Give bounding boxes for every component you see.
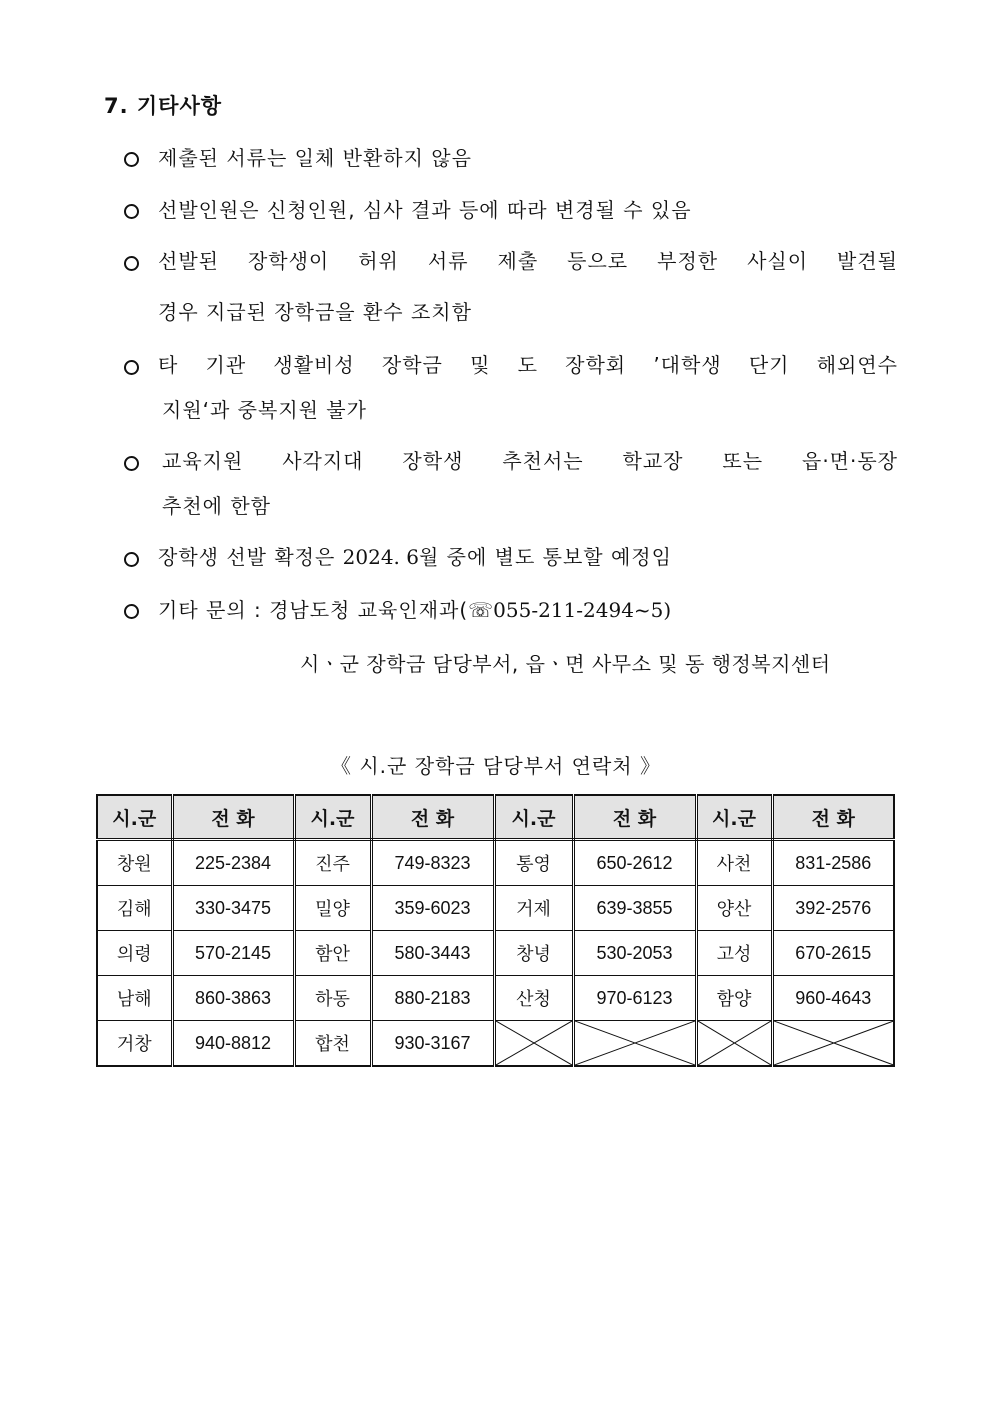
section-heading: 7. 기타사항: [104, 94, 223, 118]
circle-bullet-icon: [124, 604, 139, 619]
phone-cell: 330-3475: [172, 886, 294, 931]
city-cell: 하동: [294, 976, 371, 1021]
header-phone: 전 화: [371, 795, 494, 840]
phone-cell: 749-8323: [371, 840, 494, 886]
circle-bullet-icon: [124, 360, 139, 375]
header-phone: 전 화: [172, 795, 294, 840]
header-city: 시.군: [97, 795, 172, 840]
city-cell: 양산: [696, 886, 772, 931]
phone-cell: 831-2586: [772, 840, 894, 886]
phone-cell: 960-4643: [772, 976, 894, 1021]
phone-cell: 940-8812: [172, 1021, 294, 1067]
city-cell: 김해: [97, 886, 172, 931]
table-row: [97, 840, 894, 886]
empty-cell: [772, 1021, 894, 1067]
item-text-part: 월 중에 별도 통보할 예정임: [418, 545, 672, 569]
phone-cell: 530-2053: [573, 931, 696, 976]
phone-cell: 880-2183: [371, 976, 494, 1021]
city-cell: 창원: [97, 840, 172, 886]
circle-bullet-icon: [124, 456, 139, 471]
cross-out-icon: [575, 1021, 695, 1065]
city-cell: 산청: [494, 976, 573, 1021]
header-city: 시.군: [494, 795, 573, 840]
phone-cell: 639-3855: [573, 886, 696, 931]
item-text: [158, 598, 671, 622]
table-row: [97, 1021, 894, 1067]
contact-additional-text: 시ㆍ군 장학금 담당부서, 읍ㆍ면 사무소 및 동 행정복지센터: [300, 652, 831, 676]
table-header-row: [97, 795, 894, 840]
header-city: 시.군: [696, 795, 772, 840]
city-cell: 창녕: [494, 931, 573, 976]
header-city: 시.군: [294, 795, 371, 840]
item-text-continued: 경우 지급된 장학금을 환수 조치함: [158, 300, 472, 324]
empty-cell: [494, 1021, 573, 1067]
phone-cell: 650-2612: [573, 840, 696, 886]
table-row: [97, 886, 894, 931]
city-cell: 함양: [696, 976, 772, 1021]
item-text: 교육지원 사각지대 장학생 추천서는 학교장 또는 읍·면·동장: [162, 449, 898, 473]
phone-cell: 970-6123: [573, 976, 696, 1021]
circle-bullet-icon: [124, 204, 139, 219]
city-cell: 거제: [494, 886, 573, 931]
city-cell: 합천: [294, 1021, 371, 1067]
cross-out-icon: [774, 1021, 894, 1065]
date-value: 2024. 6: [342, 545, 419, 569]
item-text: [158, 545, 672, 569]
city-cell: 의령: [97, 931, 172, 976]
table-title: 《 시.군 장학금 담당부서 연락처 》: [331, 754, 661, 778]
circle-bullet-icon: [124, 152, 139, 167]
phone-cell: 225-2384: [172, 840, 294, 886]
header-phone: 전 화: [772, 795, 894, 840]
table-row: [97, 931, 894, 976]
city-cell: 진주: [294, 840, 371, 886]
city-cell: 밀양: [294, 886, 371, 931]
city-cell: 남해: [97, 976, 172, 1021]
circle-bullet-icon: [124, 256, 139, 271]
cross-out-icon: [698, 1021, 771, 1065]
item-text-continued: 추천에 한함: [162, 494, 271, 518]
item-text-part: 장학생 선발 확정은: [158, 545, 343, 569]
phone-cell: 580-3443: [371, 931, 494, 976]
contact-table: [96, 794, 895, 1067]
phone-cell: 359-6023: [371, 886, 494, 931]
city-cell: 고성: [696, 931, 772, 976]
item-text: 선발된 장학생이 허위 서류 제출 등으로 부정한 사실이 발견될: [158, 249, 898, 273]
item-text: 타 기관 생활비성 장학금 및 도 장학회 ’대학생 단기 해외연수: [158, 353, 898, 377]
phone-contact: ☏055-211-2494~5): [468, 598, 672, 622]
header-phone: 전 화: [573, 795, 696, 840]
item-text-continued: 지원‘과 중복지원 불가: [162, 398, 367, 422]
city-cell: 사천: [696, 840, 772, 886]
phone-cell: 570-2145: [172, 931, 294, 976]
item-text: 제출된 서류는 일체 반환하지 않음: [158, 146, 472, 170]
cross-out-icon: [496, 1021, 572, 1065]
empty-cell: [573, 1021, 696, 1067]
table-row: [97, 976, 894, 1021]
city-cell: 함안: [294, 931, 371, 976]
phone-cell: 930-3167: [371, 1021, 494, 1067]
circle-bullet-icon: [124, 552, 139, 567]
phone-cell: 670-2615: [772, 931, 894, 976]
phone-cell: 392-2576: [772, 886, 894, 931]
empty-cell: [696, 1021, 772, 1067]
city-cell: 거창: [97, 1021, 172, 1067]
item-text-part: 기타 문의 : 경남도청 교육인재과(: [158, 598, 469, 622]
item-text: 선발인원은 신청인원, 심사 결과 등에 따라 변경될 수 있음: [158, 198, 692, 222]
city-cell: 통영: [494, 840, 573, 886]
table-body: [97, 840, 894, 1067]
phone-cell: 860-3863: [172, 976, 294, 1021]
